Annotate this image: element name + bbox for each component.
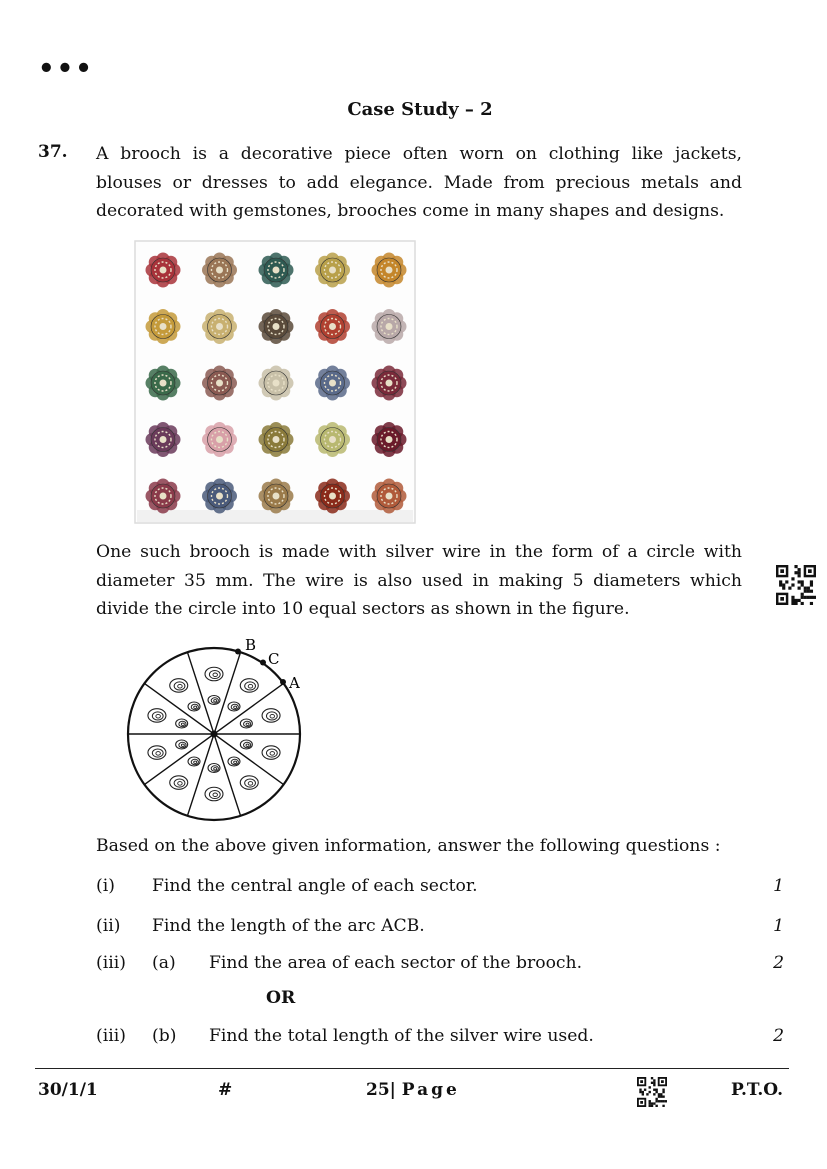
brooch-thumbnail <box>202 366 237 401</box>
center-point <box>211 731 218 738</box>
spiral-motif <box>170 679 188 693</box>
brooch-thumbnail <box>259 253 294 288</box>
intro-paragraph: A brooch is a decorative piece often worn on clothing like jackets, blouses or dresses to add elegance. Made from precious metals and decorated with gemstones, brooches come in many shapes and designs. <box>96 144 742 221</box>
question-number: 37. <box>38 142 68 162</box>
brooch-thumbnail <box>259 366 294 401</box>
spiral-motif <box>240 719 252 728</box>
page-indicator <box>366 1080 460 1100</box>
brooch-thumbnail <box>315 479 350 514</box>
pto-label: P.T.O. <box>731 1080 783 1100</box>
brooch-thumbnail <box>372 309 407 344</box>
spiral-motif <box>262 746 280 760</box>
header-dots: ••• <box>38 54 94 84</box>
brooch-thumbnail <box>259 422 294 457</box>
page-number: 25| <box>366 1080 396 1100</box>
questions-lead: Based on the above given information, answer the following questions : <box>96 836 721 856</box>
spiral-motif <box>240 679 258 693</box>
paper-code: 30/1/1 <box>38 1080 98 1100</box>
footer-rule <box>35 1068 789 1069</box>
spiral-motif <box>262 709 280 723</box>
brooch-thumbnail <box>259 479 294 514</box>
brooch-thumbnail <box>315 253 350 288</box>
spiral-motif <box>208 764 220 773</box>
part-iii-b-text: Find the total length of the silver wire used. <box>209 1026 594 1046</box>
qr-code <box>776 565 816 605</box>
spiral-motif <box>170 776 188 790</box>
brooch-thumbnail <box>372 366 407 401</box>
spiral-motif <box>176 740 188 749</box>
brooch-thumbnail <box>146 309 181 344</box>
brooch-thumbnail <box>372 479 407 514</box>
page-word: Page <box>401 1080 460 1100</box>
part-ii-text: Find the length of the arc ACB. <box>152 916 425 936</box>
spiral-motif <box>205 667 223 681</box>
brooch-circle-figure <box>120 634 320 824</box>
label-c: C <box>268 650 280 668</box>
spiral-motif <box>148 709 166 723</box>
brooch-thumbnail <box>146 366 181 401</box>
brooch-thumbnail <box>146 253 181 288</box>
spiral-motif <box>188 757 200 766</box>
part-i-number: (i) <box>96 876 115 896</box>
footer-qr-code <box>637 1077 667 1107</box>
part-iii-b-number: (iii) <box>96 1026 126 1046</box>
label-b: B <box>245 636 257 654</box>
brooch-gallery-image <box>134 240 416 524</box>
or-separator: OR <box>266 988 296 1008</box>
point-a-marker <box>280 679 286 685</box>
brooch-thumbnail <box>315 422 350 457</box>
part-ii-number: (ii) <box>96 916 121 936</box>
label-a: A <box>289 674 300 692</box>
part-iii-b-sub: (b) <box>152 1026 177 1046</box>
spiral-motif <box>240 740 252 749</box>
brooch-thumbnail <box>315 309 350 344</box>
brooch-thumbnail <box>202 309 237 344</box>
point-b-marker <box>235 649 241 655</box>
spiral-motif <box>228 702 240 711</box>
footer-hash: # <box>218 1080 233 1100</box>
spiral-motif <box>205 787 223 801</box>
brooch-thumbnail <box>202 479 237 514</box>
spiral-motif <box>240 776 258 790</box>
case-study-title: Case Study – 2 <box>347 99 493 120</box>
point-c-marker <box>260 660 266 666</box>
part-iii-a-text: Find the area of each sector of the brooch. <box>209 953 583 973</box>
brooch-thumbnail <box>372 422 407 457</box>
part-ii-marks: 1 <box>773 916 784 936</box>
brooch-thumbnail <box>202 253 237 288</box>
spiral-motif <box>208 696 220 705</box>
part-i-marks: 1 <box>773 876 784 896</box>
brooch-thumbnail <box>259 309 294 344</box>
spiral-motif <box>228 757 240 766</box>
description-paragraph: One such brooch is made with silver wire in the form of a circle with diameter 35 mm. The wire is also used in making 5 diameters which divide the circle into 10 equal sectors as shown in the figure. <box>96 542 742 619</box>
brooch-thumbnail <box>372 253 407 288</box>
part-iii-a-number: (iii) <box>96 953 126 973</box>
brooch-thumbnail <box>202 422 237 457</box>
part-iii-b-marks: 2 <box>773 1026 784 1046</box>
brooch-thumbnail <box>146 479 181 514</box>
brooch-thumbnail <box>315 366 350 401</box>
part-iii-a-sub: (a) <box>152 953 176 973</box>
spiral-motif <box>188 702 200 711</box>
spiral-motif <box>176 719 188 728</box>
spiral-motif <box>148 746 166 760</box>
part-iii-a-marks: 2 <box>773 953 784 973</box>
part-i-text: Find the central angle of each sector. <box>152 876 478 896</box>
brooch-thumbnail <box>146 422 181 457</box>
